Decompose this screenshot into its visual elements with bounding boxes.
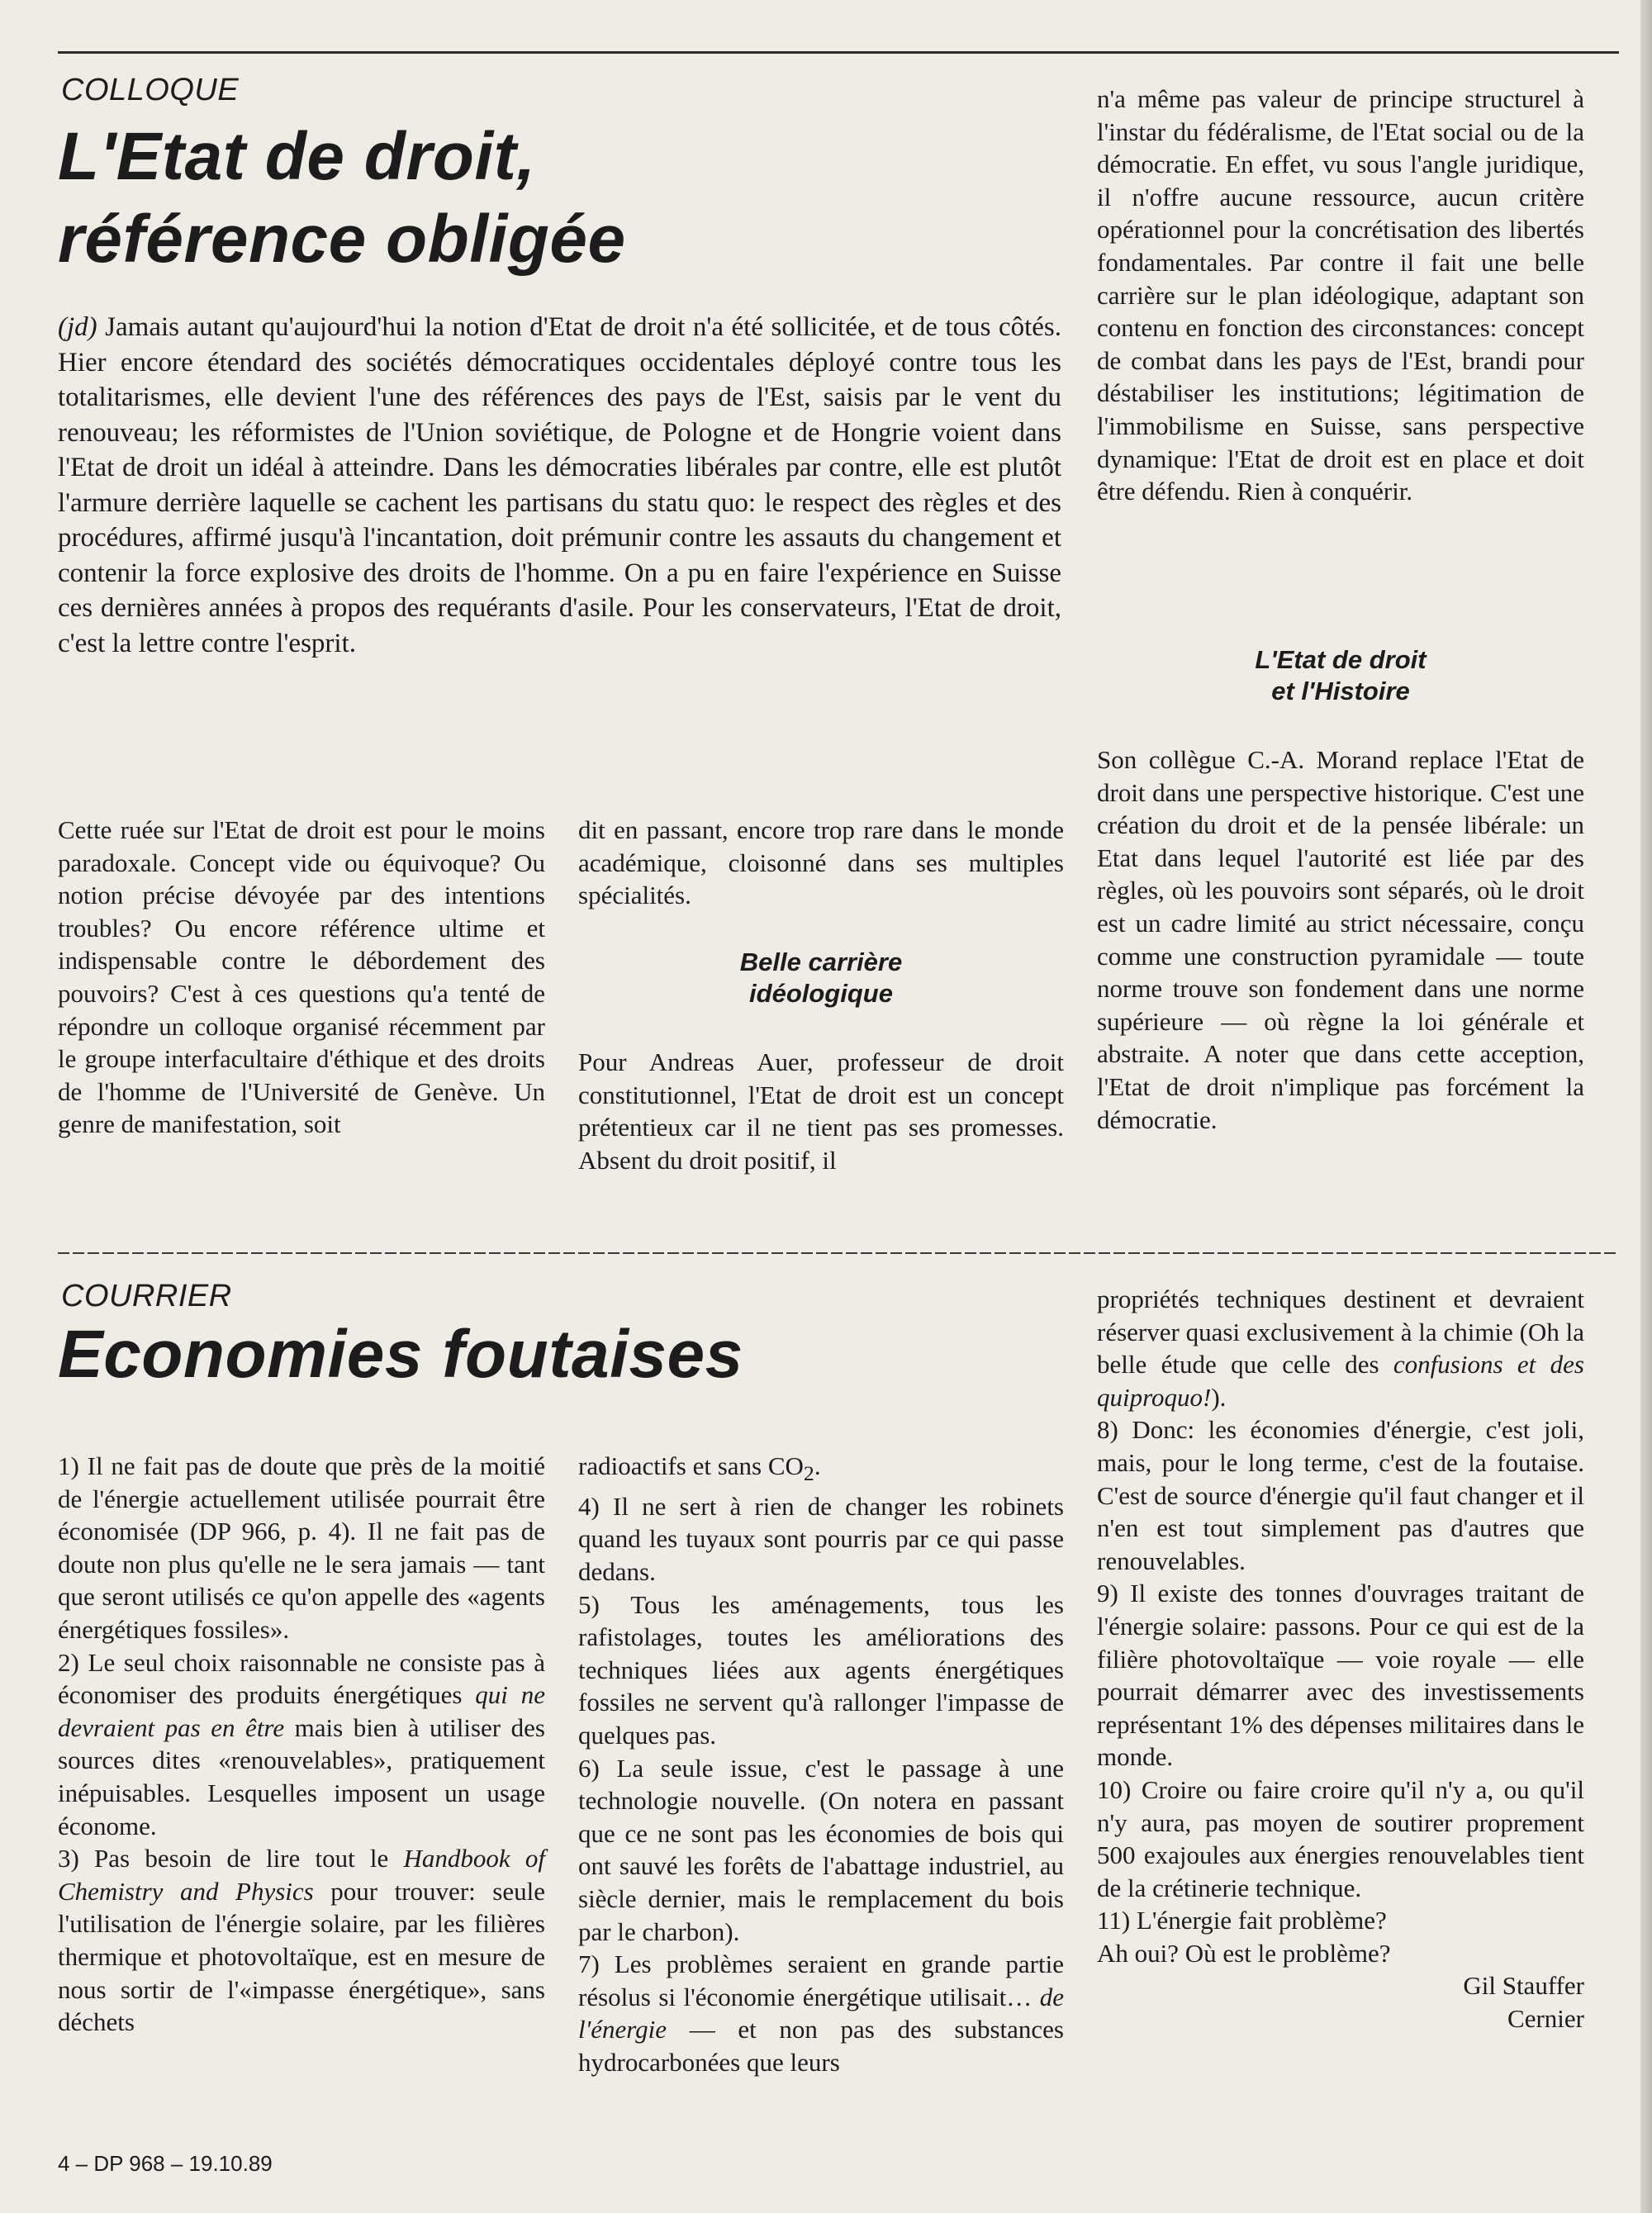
courrier-point-1: 1) Il ne fait pas de doute que près de la moitié de l'énergie actuellement utilisée pourrait être économisée (DP 966, p. 4). Il ne fait pas de doute non plus qu'elle ne le sera jamais — tant que seront utilisés ce qu'on appelle des «agents énergétiques fossiles».: [58, 1451, 545, 1644]
colloque-title-line2: référence obligée: [58, 202, 626, 277]
courrier-kicker: COURRIER: [61, 1279, 232, 1313]
page-footer: 4 – DP 968 – 19.10.89: [58, 2151, 273, 2176]
courrier-point-5: 5) Tous les aménagements, tous les rafistolages, toutes les améliorations des techniques liées aux agents énergétiques fossiles ne servent qu'à rallonger l'impasse de quelques pas.: [578, 1589, 1064, 1750]
subhead-belle-carriere: [578, 947, 1064, 1009]
subhead-etat-histoire: [1097, 644, 1584, 707]
courrier-point-6: 6) La seule issue, c'est le passage à une technologie nouvelle. (On notera en passant que ce ne sont pas les économies de bois qui ont sauvé les forêts de l'abattage industriel, au siècle dernier, mais le remplacement du bois par le charbon).: [578, 1753, 1064, 1946]
signature: [1097, 1969, 1584, 2035]
courrier-col2: [578, 1450, 1064, 2078]
page-edge-shadow: [1640, 0, 1652, 2213]
colloque-col3-text-bottom: Son collègue C.-A. Morand replace l'Etat de droit dans une perspective historique. C'est une création du droit et de la pensée libérale: un Etat dans lequel l'autorité est liée par des règles, où les pouvoirs sont séparés, où le droit est un cadre limité au strict nécessaire, conçu comme une construction pyramidale — toute norme trouve son fondement dans une norme supérieure — où règne la loi générale et abstraite. A noter que dans cette acception, l'Etat de droit n'implique pas forcément la démocratie.: [1097, 745, 1584, 1134]
point-11-line1: 11) L'énergie fait problème?: [1097, 1906, 1387, 1935]
point-3-text-b: pour trouver: seule l'utilisation de l'énergie solaire, par les filières thermique et photovoltaïque, est en mesure de nous sortir de l'«impasse énergétique», sans déchets: [58, 1876, 545, 2037]
courrier-point-11: [1097, 1904, 1584, 1969]
point-7-italic: de l'énergie: [578, 1982, 1064, 2044]
courrier-col3: [1097, 1283, 1584, 2035]
point-11-line2: Ah oui? Où est le problème?: [1097, 1938, 1391, 1968]
colloque-col2-text-bottom: Pour Andreas Auer, professeur de droit constitutionnel, l'Etat de droit est un concept prétentieux car il ne tient pas ses promesses. Absent du droit positif, il: [578, 1047, 1064, 1175]
courrier-point-3-end: [578, 1450, 1064, 1490]
colloque-col3-text-top: n'a même pas valeur de principe structurel à l'instar du fédéralisme, de l'Etat social ou de la démocratie. En effet, vu sous l'angle juridique, il n'offre aucune ressource, aucun critère opérationnel pour la concrétisation des libertés fondamentales. Par contre il fait une belle carrière sur le plan idéologique, adaptant son contenu en fonction des circonstances: concept de combat dans les pays de l'Est, brandi pour déstabiliser les institutions; légitimation de l'immobilisme en Suisse, sans perspective dynamique: l'Etat de droit est en place et doit être défendu. Rien à conquérir.: [1097, 84, 1584, 506]
point-3-text-a: 3) Pas besoin de lire tout le: [58, 1844, 404, 1873]
subhead1-line1: Belle carrière: [739, 947, 903, 976]
point-2-italic: qui ne devraient pas en être: [58, 1680, 545, 1742]
point-7-end-italic: confusions et des quiproquo!: [1097, 1350, 1584, 1412]
courrier-title: Economies foutaises: [58, 1317, 743, 1392]
section-divider: [58, 1252, 1619, 1254]
subhead2-line2: et l'Histoire: [1271, 677, 1410, 705]
point-7-text-a: 7) Les problèmes seraient en grande partie résolus si l'économie énergétique utilisait…: [578, 1949, 1064, 2011]
courrier-point-3: [58, 1842, 545, 2039]
courrier-point-2: [58, 1646, 545, 1843]
colloque-title-line1: L'Etat de droit,: [58, 119, 536, 194]
courrier-point-9: 9) Il existe des tonnes d'ouvrages traitant de l'énergie solaire: passons. Pour ce qui est de la filière photovoltaïque — voie royale — elle pourrait démarrer avec des investissements représentant 1% des dépenses militaires dans le monde.: [1097, 1579, 1584, 1772]
signature-name: Gil Stauffer: [1463, 1971, 1584, 2001]
point-3-end-text-a: radioactifs et sans CO: [578, 1451, 804, 1480]
courrier-point-4: 4) Il ne sert à rien de changer les robinets quand les tuyaux sont pourris par ce qui passe dedans.: [578, 1491, 1064, 1586]
courrier-col1: [58, 1450, 545, 2039]
point-3-italic: Handbook of Chemistry and Physics: [58, 1844, 545, 1906]
courrier-point-8: 8) Donc: les économies d'énergie, c'est joli, mais, pour le long terme, c'est de la foutaise. C'est de source d'énergie qu'il faut changer et il n'en est tout simplement pas d'autres que renouvelables.: [1097, 1415, 1584, 1575]
lead-author: (jd): [58, 312, 97, 342]
point-7-text-b: — et non pas des substances hydrocarbonées que leurs: [578, 2015, 1064, 2077]
top-rule: [58, 51, 1619, 54]
lead-text: Jamais autant qu'aujourd'hui la notion d'Etat de droit n'a été sollicitée, et de tous côtés. Hier encore étendard des sociétés démocratiques occidentales déployé contre tous les totalitarismes, elle devient l'une des références des pays de l'Est, saisis par le vent du renouveau; les réformistes de l'Union soviétique, de Pologne et de Hongrie voient dans l'Etat de droit un idéal à atteindre. Dans les démocraties libérales par contre, elle est plutôt l'armure derrière laquelle se cachent les partisans du statu quo: le respect des règles et des procédures, affirmé jusqu'à l'incantation, doit prémunir contre les assauts du changement et contenir la force explosive des droits de l'homme. On a pu en faire l'expérience en Suisse ces dernières années à propos des requérants d'asile. Pour les conservateurs, l'Etat de droit, c'est la lettre contre l'esprit.: [58, 312, 1061, 658]
subhead1-line2: idéologique: [749, 979, 893, 1008]
colloque-col1-text: Cette ruée sur l'Etat de droit est pour le moins paradoxale. Concept vide ou équivoque? Ou notion précise dévoyée par des intentions troubles? Ou encore référence ultime et indispensable contre le débordement des pouvoirs? C'est à ces questions qu'a tenté de répondre un colloque organisé récemment par le groupe interfacultaire d'éthique et des droits de l'homme de l'Université de Genève. Un genre de manifestation, soit: [58, 815, 545, 1139]
courrier-point-10: 10) Croire ou faire croire qu'il n'y a, ou qu'il n'y aura, pas moyen de soutirer proprement 500 exajoules aux énergies renouvelables tient de la crétinerie technique.: [1097, 1774, 1584, 1902]
point-2-text-a: 2) Le seul choix raisonnable ne consiste pas à économiser des produits énergétiques: [58, 1647, 545, 1710]
point-7-end-text-b: ).: [1211, 1382, 1227, 1412]
colloque-col2-text-top: dit en passant, encore trop rare dans le monde académique, cloisonné dans ses multiples spécialités.: [578, 815, 1064, 910]
co2-subscript: 2: [803, 1461, 814, 1486]
signature-place: Cernier: [1507, 2004, 1584, 2034]
point-3-end-text-b: .: [814, 1451, 821, 1480]
colloque-lead-paragraph: [58, 310, 1061, 661]
point-2-text-b: mais bien à utiliser des sources dites «renouvelables», pratiquement inépuisables. Lesquelles imposent un usage économe.: [58, 1712, 545, 1840]
courrier-point-7: [578, 1948, 1064, 2078]
colloque-kicker: COLLOQUE: [61, 73, 240, 107]
subhead2-line1: L'Etat de droit: [1255, 645, 1427, 674]
courrier-point-7-end: [1097, 1283, 1584, 1413]
point-7-end-text-a: propriétés techniques destinent et devraient réserver quasi exclusivement à la chimie (Oh la belle étude que celle des: [1097, 1285, 1584, 1380]
